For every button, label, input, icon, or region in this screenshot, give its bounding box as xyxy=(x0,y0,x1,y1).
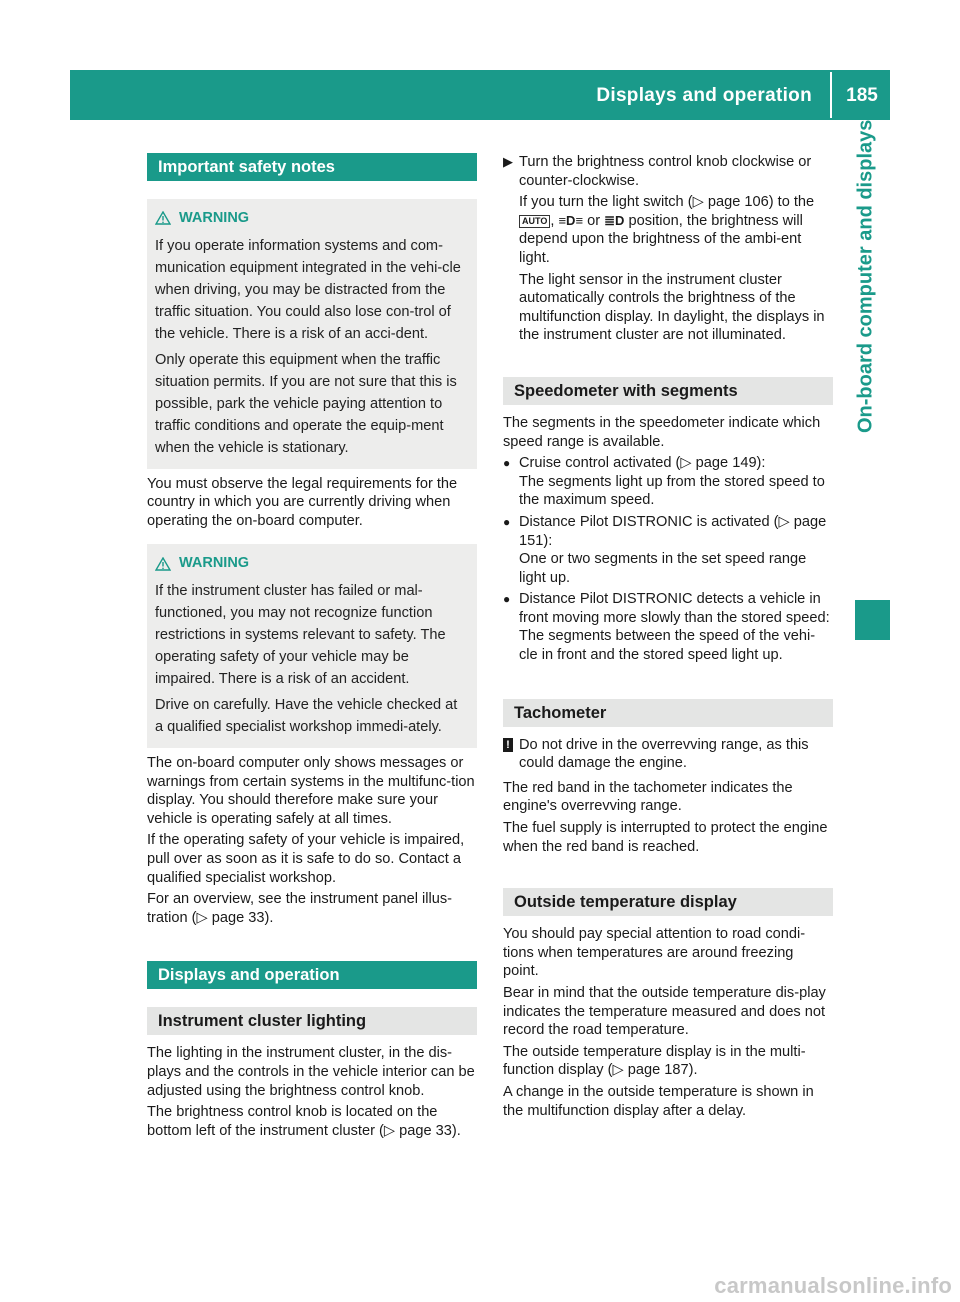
body-paragraph: Bear in mind that the outside temperature dis-play indicates the temperature measured and does not record the road temperature. xyxy=(503,985,826,1039)
body-paragraph: You should pay special attention to road condi-tions when temperatures are around freezing point. xyxy=(503,926,806,980)
step-text xyxy=(519,193,833,267)
right-column xyxy=(503,153,833,1123)
list-item-body: The segments between the speed of the vehi-cle in front and the stored speed light up. xyxy=(519,628,816,664)
warning-label: WARNING xyxy=(179,210,250,226)
page-number: 185 xyxy=(846,85,878,106)
header-divider xyxy=(830,72,832,118)
list-item-head: Distance Pilot DISTRONIC is activated (▷ page 151): xyxy=(519,513,827,549)
list-item-head: Cruise control activated (▷ page 149): xyxy=(519,455,766,472)
caution-text: Do not drive in the overrevving range, as this could damage the engine. xyxy=(519,736,809,772)
section-title-lighting: Instrument cluster lighting xyxy=(147,1007,477,1035)
body-paragraph: The brightness control knob is located on the bottom left of the instrument cluster (▷ page 33). xyxy=(147,1104,461,1139)
body-paragraph: The segments in the speedometer indicate which speed range is available. xyxy=(503,414,821,450)
caution-icon: ! xyxy=(503,738,513,752)
warning-text: If the instrument cluster has failed or mal-functioned, you may not recognize function restrictions in systems relevant to safety. The operating safety of your vehicle may be impaired. There is a risk of an accident. xyxy=(155,582,446,687)
left-column xyxy=(147,153,477,1143)
list-item-head: Distance Pilot DISTRONIC detects a vehicle in front moving more slowly than the stored speed: xyxy=(519,591,830,626)
or-text: or xyxy=(587,212,601,229)
warning-triangle-icon xyxy=(155,557,171,571)
body-paragraph: The red band in the tachometer indicates the engine's overrevving range. xyxy=(503,779,793,815)
warning-label: WARNING xyxy=(179,555,250,572)
body-paragraph: You must observe the legal requirements for the country in which you are currently driving when operating the on-board computer. xyxy=(147,475,458,529)
caution-note xyxy=(503,736,833,773)
step-text: Turn the brightness control knob clockwise or counter-clockwise. xyxy=(519,154,812,189)
step-text: The light sensor in the instrument cluster automatically controls the brightness of the multifunction display. In daylight, the displays in the instrument cluster are not illuminated. xyxy=(519,271,825,344)
list-item xyxy=(503,513,833,587)
side-tab-label: On-board computer and displays xyxy=(854,120,877,434)
bullet-icon: ● xyxy=(503,456,511,471)
section-title-speedometer: Speedometer with segments xyxy=(503,377,833,405)
warning-text: Only operate this equipment when the traffic situation permits. If you are not sure that this is possible, park the vehicle paying attention to traffic conditions and operate the equip-ment when the vehicle is stationary. xyxy=(155,351,457,456)
section-title-safety: Important safety notes xyxy=(147,153,477,181)
list-item-body: One or two segments in the set speed range light up. xyxy=(519,551,807,586)
bullet-icon: ● xyxy=(503,514,511,529)
body-paragraph: The outside temperature display is in the multi-function display (▷ page 187). xyxy=(503,1043,806,1079)
low-beam-icon: ≣D xyxy=(604,212,625,228)
body-paragraph: A change in the outside temperature is shown in the multifunction display after a delay. xyxy=(503,1083,814,1119)
step-arrow-icon: ▶ xyxy=(503,154,513,169)
list-item xyxy=(503,590,833,664)
warning-title xyxy=(155,554,469,573)
section-title-temperature: Outside temperature display xyxy=(503,888,833,916)
watermark: carmanualsonline.info xyxy=(714,1273,952,1298)
body-paragraph: The lighting in the instrument cluster, in the dis-plays and the controls in the vehicle interior can be adjusted using the brightness control knob. xyxy=(147,1045,475,1099)
body-paragraph: If the operating safety of your vehicle is impaired, pull over as soon as it is safe to do so. Contact a qualified specialist workshop. xyxy=(147,832,465,886)
step-text-part: position, the brightness will depend upon the brightness of the ambi-ent light. xyxy=(519,212,803,266)
warning-triangle-icon xyxy=(155,211,171,225)
step-text-part: If you turn the light switch (▷ page 106) to the xyxy=(519,194,815,211)
auto-light-icon: AUTO xyxy=(519,215,550,228)
section-title-displays: Displays and operation xyxy=(147,961,477,989)
warning-box xyxy=(147,544,477,748)
body-paragraph: The on-board computer only shows messages or warnings from certain systems in the multifunc-tion display. You should therefore make sure your vehicle is operating safely at all times. xyxy=(147,754,475,827)
body-paragraph: For an overview, see the instrument panel illus-tration (▷ page 33). xyxy=(147,891,452,926)
warning-box xyxy=(147,199,477,469)
bullet-icon: ● xyxy=(503,592,511,607)
list-item xyxy=(503,454,833,510)
section-title-tachometer: Tachometer xyxy=(503,699,833,727)
body-paragraph: The fuel supply is interrupted to protect the engine when the red band is reached. xyxy=(503,820,828,855)
warning-text: Drive on carefully. Have the vehicle checked at a qualified specialist workshop immedi-ately. xyxy=(155,696,458,735)
parking-light-icon: ≡D≡ xyxy=(558,212,584,228)
header-title: Displays and operation xyxy=(596,85,812,106)
instruction-step xyxy=(503,153,833,345)
side-tab-marker xyxy=(855,600,890,640)
list-item-body: The segments light up from the stored speed to the maximum speed. xyxy=(519,473,825,509)
page-header xyxy=(70,70,890,120)
separator: , xyxy=(550,212,555,229)
warning-title xyxy=(155,209,469,228)
warning-text: If you operate information systems and com-munication equipment integrated in the vehi-cle when driving, you may be distracted from the traffic situation. You could also lose con-trol of the vehicle. There is a risk of an acci-dent. xyxy=(155,237,461,342)
